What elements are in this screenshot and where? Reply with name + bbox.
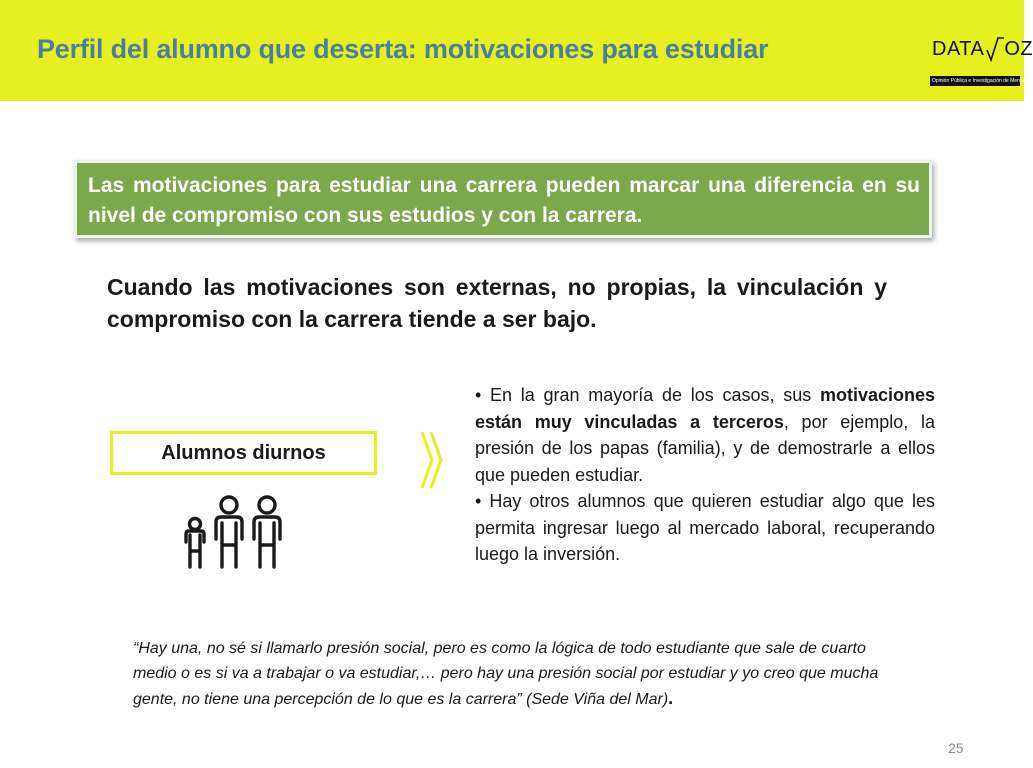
group-label-box xyxy=(110,431,377,475)
group-label: Alumnos diurnos xyxy=(161,441,326,464)
bullet-list xyxy=(475,382,935,568)
page-number: 25 xyxy=(948,740,964,756)
header-bar xyxy=(0,0,1033,101)
logo-wordmark xyxy=(932,36,1033,62)
bullet-item: • Hay otros alumnos que quieren estudiar algo que les permita ingresar luego al mercado laboral, recuperando luego la inversión. xyxy=(475,488,935,568)
bullet-item: • En la gran mayoría de los casos, sus motivaciones están muy vinculadas a terceros, por ejemplo, la presión de los papas (familia), y de demostrarle a ellos que pueden estudiar. xyxy=(475,382,935,488)
page-title: Perfil del alumno que deserta: motivaciones para estudiar xyxy=(37,34,769,64)
interview-quote: “Hay una, no sé si llamarlo presión social, pero es como la lógica de todo estudiante que sale de cuarto medio o es si va a trabajar o va estudiar,… pero hay una presión social por estudiar y yo creo que mucha gente, no tiene una percepción de lo que es la carrera” (Sede Viña del Mar). xyxy=(133,640,879,708)
logo-word-right: OZ xyxy=(1004,38,1033,60)
datavoz-logo xyxy=(928,36,1033,88)
double-chevron-right-icon xyxy=(420,430,444,490)
logo-check-icon xyxy=(986,36,1004,62)
logo-word-left: DATA xyxy=(932,38,985,60)
key-message-box: Las motivaciones para estudiar una carrera pueden marcar una diferencia en su nivel de compromiso con sus estudios y con la carrera. xyxy=(74,160,932,238)
family-icon xyxy=(180,493,290,575)
main-statement: Cuando las motivaciones son externas, no propias, la vinculación y compromiso con la carrera tiende a ser bajo. xyxy=(107,274,887,332)
quote-period: . xyxy=(668,688,674,708)
logo-tagline: Opinión Pública e Investigación de Mercado xyxy=(932,78,1030,84)
